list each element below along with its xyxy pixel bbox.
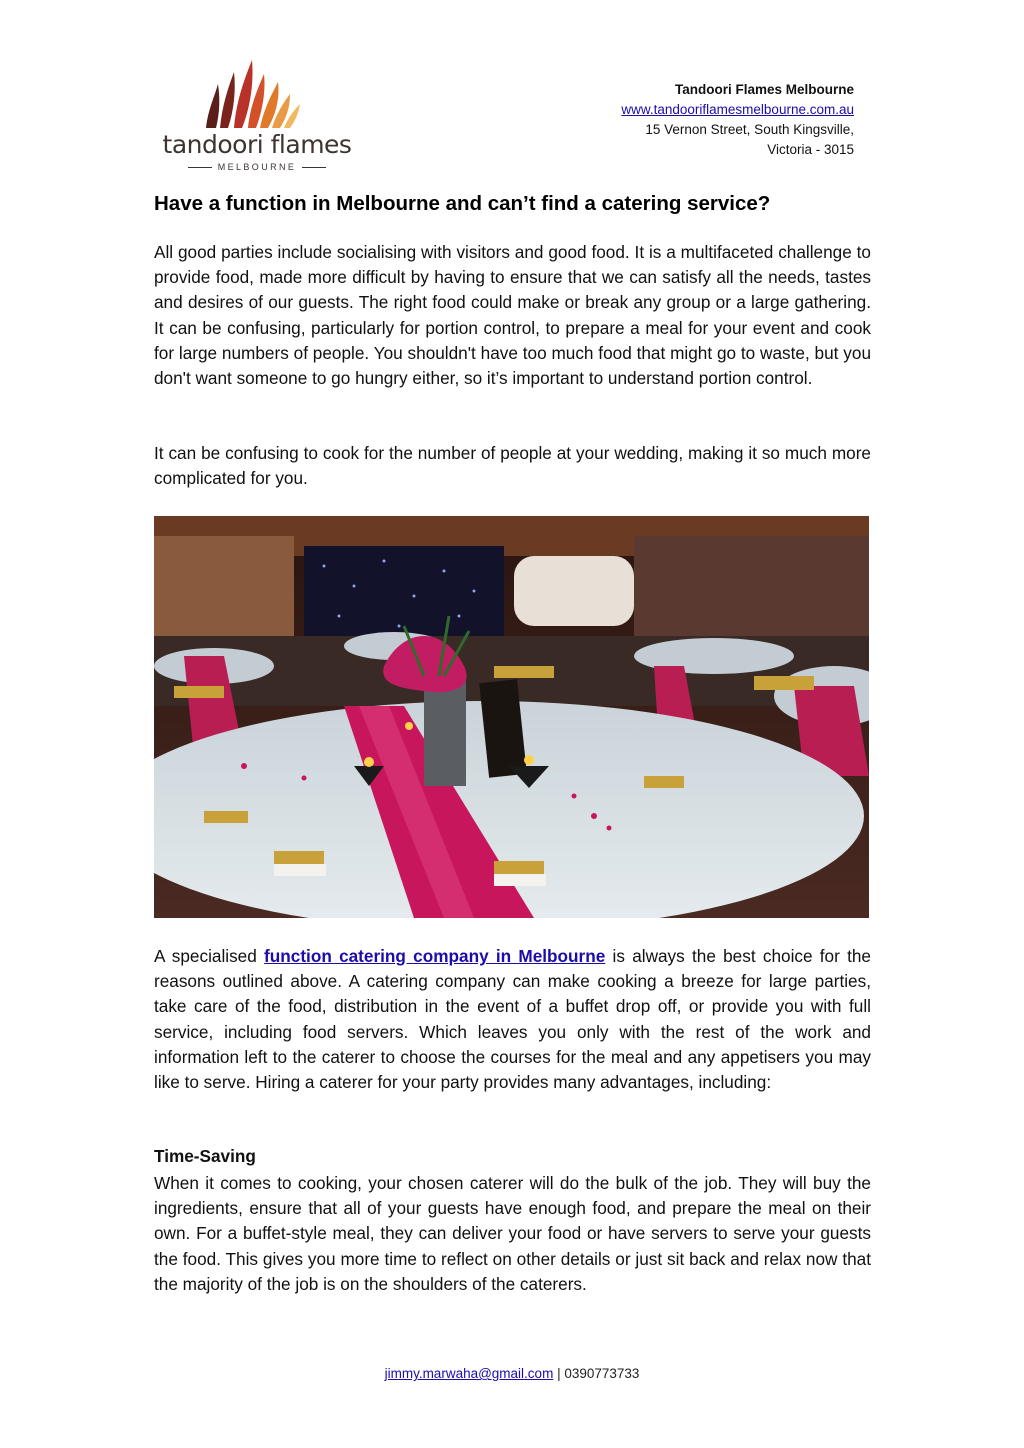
catering-company-link[interactable]: function catering company in Melbourne <box>264 946 606 966</box>
logo-wordmark: tandoori flames <box>162 130 352 159</box>
flame-icon <box>198 58 318 130</box>
event-venue-photo <box>154 516 869 918</box>
section-heading-time-saving: Time-Saving <box>154 1146 256 1166</box>
article-title: Have a function in Melbourne and can’t find a catering service? <box>154 192 771 215</box>
venue-illustration <box>154 516 869 918</box>
paragraph-intro: All good parties include socialising with visitors and good food. It is a multifaceted challenge to provide food, made more difficult by having to ensure that we can satisfy all the needs, tastes and desires of our guests. The right food could make or break any group or a large gathering. It can be confusing, particularly for portion control, to prepare a meal for your event and cook for large numbers of people. You shouldn't have too much food that might go to waste, but you don't want someone to go hungry either, so it’s important to understand portion control. <box>154 242 871 389</box>
website-link[interactable]: www.tandooriflamesmelbourne.com.au <box>621 102 854 117</box>
footer <box>0 1366 1024 1381</box>
address-line-1: 15 Vernon Street, South Kingsville, <box>645 122 854 137</box>
paragraph-catering-company <box>154 944 871 1095</box>
divider <box>188 167 212 168</box>
paragraph-wedding: It can be confusing to cook for the number of people at your wedding, making it so much more complicated for you. <box>154 443 871 489</box>
brand-logo <box>152 58 362 173</box>
divider <box>302 167 326 168</box>
phone-number: 0390773733 <box>564 1366 640 1381</box>
paragraph-text: A specialised <box>154 946 265 966</box>
logo-subtitle <box>152 162 362 172</box>
paragraph-time-saving: When it comes to cooking, your chosen caterer will do the bulk of the job. They will buy the ingredients, ensure that all of your guests have enough food, and prepare the meal on their own. For a buffet-style meal, they can deliver your food or have servers to serve your guests the food. This gives you more time to reflect on other details or just sit back and relax now that the majority of the job is on the shoulders of the caterers. <box>154 1173 871 1294</box>
email-link[interactable]: jimmy.marwaha@gmail.com <box>384 1366 554 1381</box>
paragraph-text: is always the best choice for the reasons outlined above. A catering company can make cooking a breeze for large parties, take care of the food, distribution in the event of a buffet drop off, or provide you with full service, including food servers. Which leaves you only with the rest of the work and information left to the caterer to choose the courses for the meal and any appetisers you may like to serve. Hiring a caterer for your party provides many advantages, including: <box>154 946 871 1093</box>
business-name: Tandoori Flames Melbourne <box>674 82 854 97</box>
contact-block <box>621 80 854 160</box>
logo-subtitle-text: MELBOURNE <box>217 162 297 172</box>
address-line-2: Victoria - 3015 <box>767 142 854 157</box>
footer-separator: | <box>553 1366 565 1381</box>
